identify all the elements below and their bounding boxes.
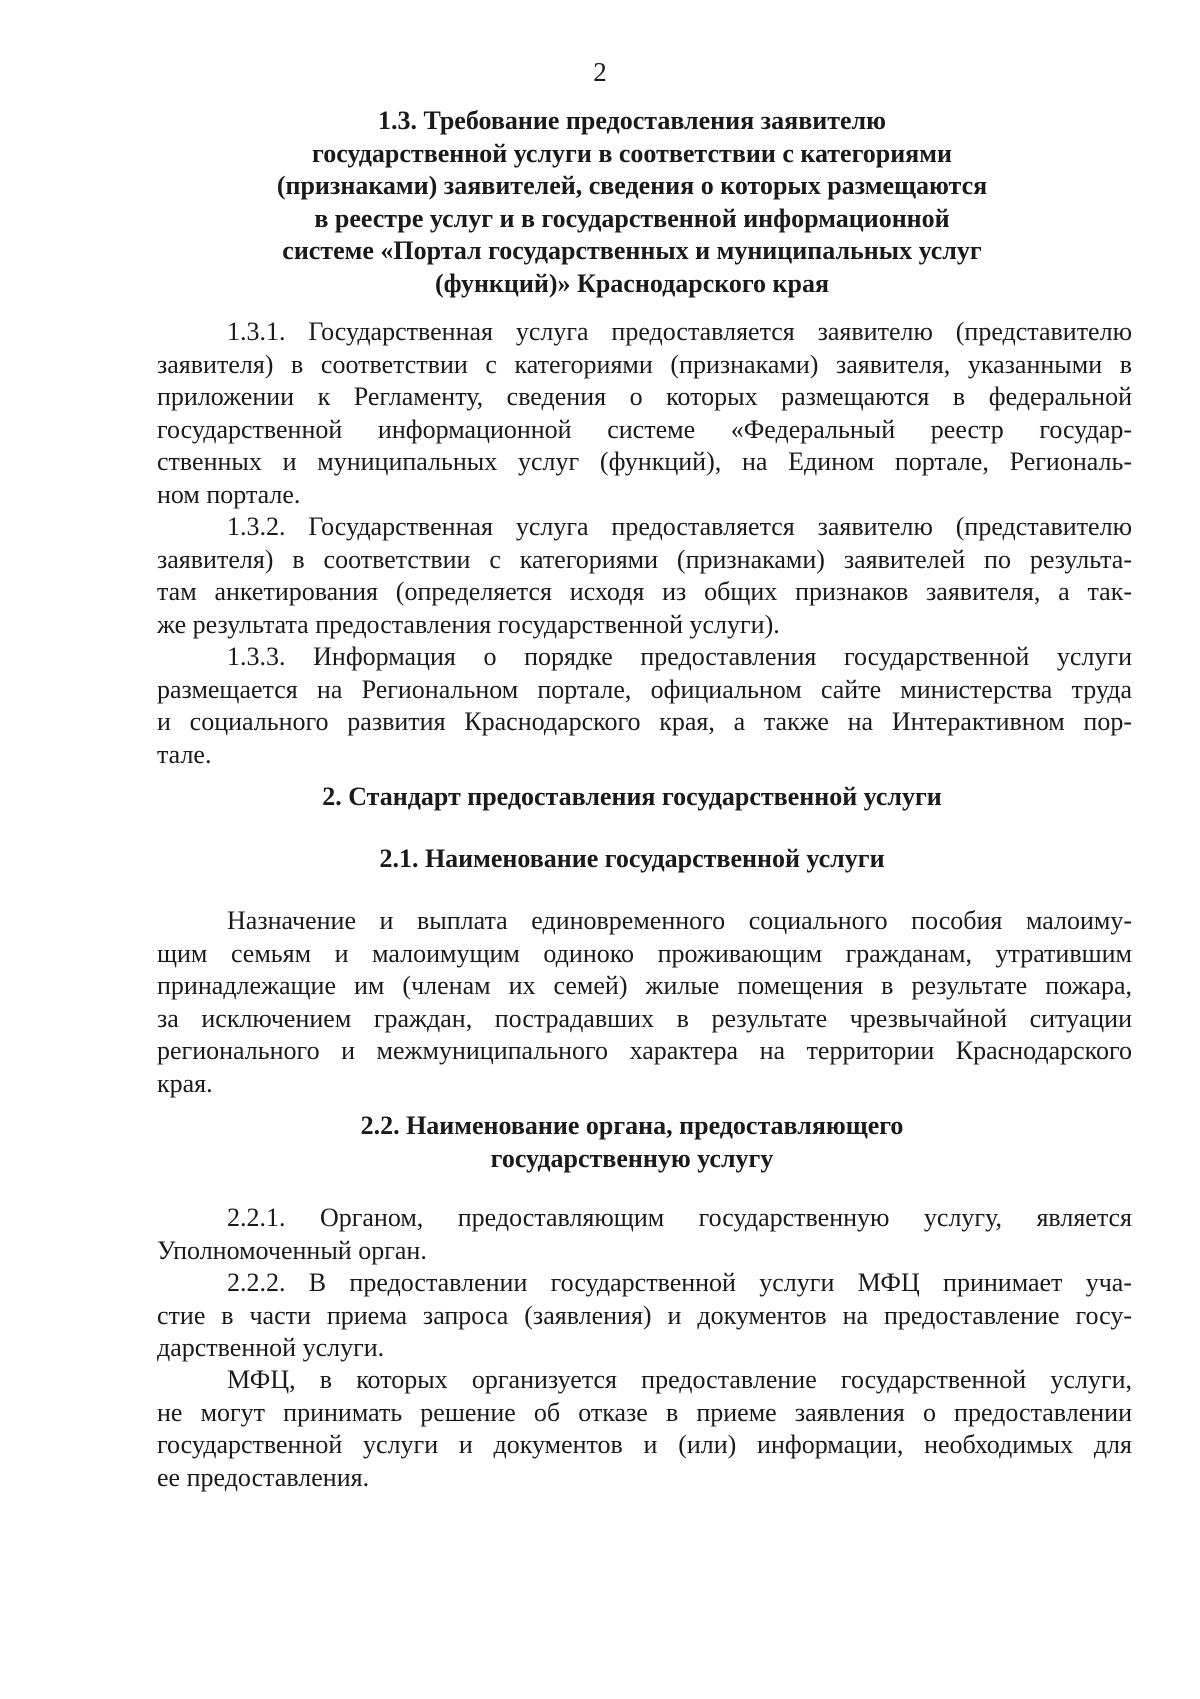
- heading-line: государственной услуги в соответствии с категориями: [312, 138, 952, 168]
- text-line: государственной услуги и документов и (или) информации, необходимых для: [157, 1430, 1132, 1459]
- heading-line: (функций)» Краснодарского края: [434, 268, 830, 298]
- text-line: края.: [157, 1068, 213, 1098]
- text-line: заявителя) в соответствии с категориями (признаками) заявителей по результа-: [157, 544, 1132, 574]
- text-line: государственной информационной системе «Федеральный реестр государ-: [157, 414, 1132, 444]
- text-line: 2.2.1. Органом, предоставляющим государственную услугу, является: [227, 1203, 1132, 1232]
- heading-line: 2.1. Наименование государственной услуги: [379, 844, 885, 873]
- text-line: щим семьям и малоимущим одиноко проживающим гражданам, утратившим: [157, 938, 1132, 968]
- paragraph-2-1: [157, 905, 1132, 1100]
- text-line: заявителя) в соответствии с категориями (признаками) заявителя, указанными в: [157, 349, 1132, 379]
- heading-line: 2.2. Наименование органа, предоставляющего: [360, 1111, 904, 1140]
- text-line: 2.2.2. В предоставлении государственной услуги МФЦ принимает уча-: [227, 1268, 1132, 1297]
- text-line: принадлежащие им (членам их семей) жилые помещения в результате пожара,: [157, 971, 1132, 1000]
- heading-line: в реестре услуг и в государственной информационной: [314, 203, 950, 233]
- paragraph-2-2-1: [157, 1202, 1132, 1267]
- text-line: размещается на Региональном портале, официальном сайте министерства труда: [157, 674, 1132, 704]
- text-line: ее предоставления.: [157, 1462, 370, 1492]
- text-line: Назначение и выплата единовременного социального пособия малоиму-: [227, 906, 1132, 935]
- text-line: стие в части приема запроса (заявления) и документов на предоставление госу-: [157, 1300, 1132, 1330]
- heading-2-1: [150, 843, 1114, 876]
- heading-line: системе «Портал государственных и муниципальных услуг: [282, 236, 982, 265]
- paragraph-1-3-2: [157, 511, 1132, 641]
- paragraph-mfc: [157, 1364, 1132, 1494]
- page-number: 2: [593, 57, 607, 87]
- text-line: там анкетирования (определяется исходя из общих признаков заявителя, а так-: [157, 577, 1132, 606]
- heading-line: государственную услугу: [490, 1143, 774, 1173]
- text-line: Уполномоченный орган.: [157, 1235, 427, 1265]
- paragraph-1-3-1: [157, 316, 1132, 511]
- heading-1-3: [150, 105, 1114, 300]
- text-line: ственных и муниципальных услуг (функций), на Едином портале, Региональ-: [157, 447, 1132, 476]
- heading-2: [150, 781, 1114, 814]
- text-line: 1.3.2. Государственная услуга предоставляется заявителю (представителю: [227, 512, 1132, 541]
- text-line: не могут принимать решение об отказе в приеме заявления о предоставлении: [157, 1397, 1132, 1427]
- heading-line: 1.3. Требование предоставления заявителю: [378, 106, 886, 135]
- text-line: 1.3.3. Информация о порядке предоставления государственной услуги: [227, 642, 1132, 671]
- heading-2-2: [150, 1110, 1114, 1175]
- paragraph-1-3-3: [157, 641, 1132, 771]
- text-line: за исключением граждан, пострадавших в результате чрезвычайной ситуации: [157, 1003, 1132, 1033]
- paragraph-2-2-2: [157, 1267, 1132, 1365]
- text-line: тале.: [157, 739, 212, 769]
- heading-line: 2. Стандарт предоставления государственной услуги: [322, 782, 942, 811]
- text-line: дарственной услуги.: [157, 1333, 385, 1362]
- text-line: ном портале.: [157, 479, 301, 509]
- text-line: и социального развития Краснодарского края, а также на Интерактивном пор-: [157, 707, 1132, 736]
- heading-line: (признаками) заявителей, сведения о которых размещаются: [276, 171, 988, 200]
- text-line: приложении к Регламенту, сведения о которых размещаются в федеральной: [157, 382, 1132, 411]
- text-line: МФЦ, в которых организуется предоставление государственной услуги,: [227, 1365, 1132, 1394]
- text-line: 1.3.1. Государственная услуга предоставляется заявителю (представителю: [227, 317, 1132, 346]
- text-line: же результата предоставления государственной услуги).: [157, 609, 780, 639]
- text-line: регионального и межмуниципального характера на территории Краснодарского: [157, 1036, 1132, 1065]
